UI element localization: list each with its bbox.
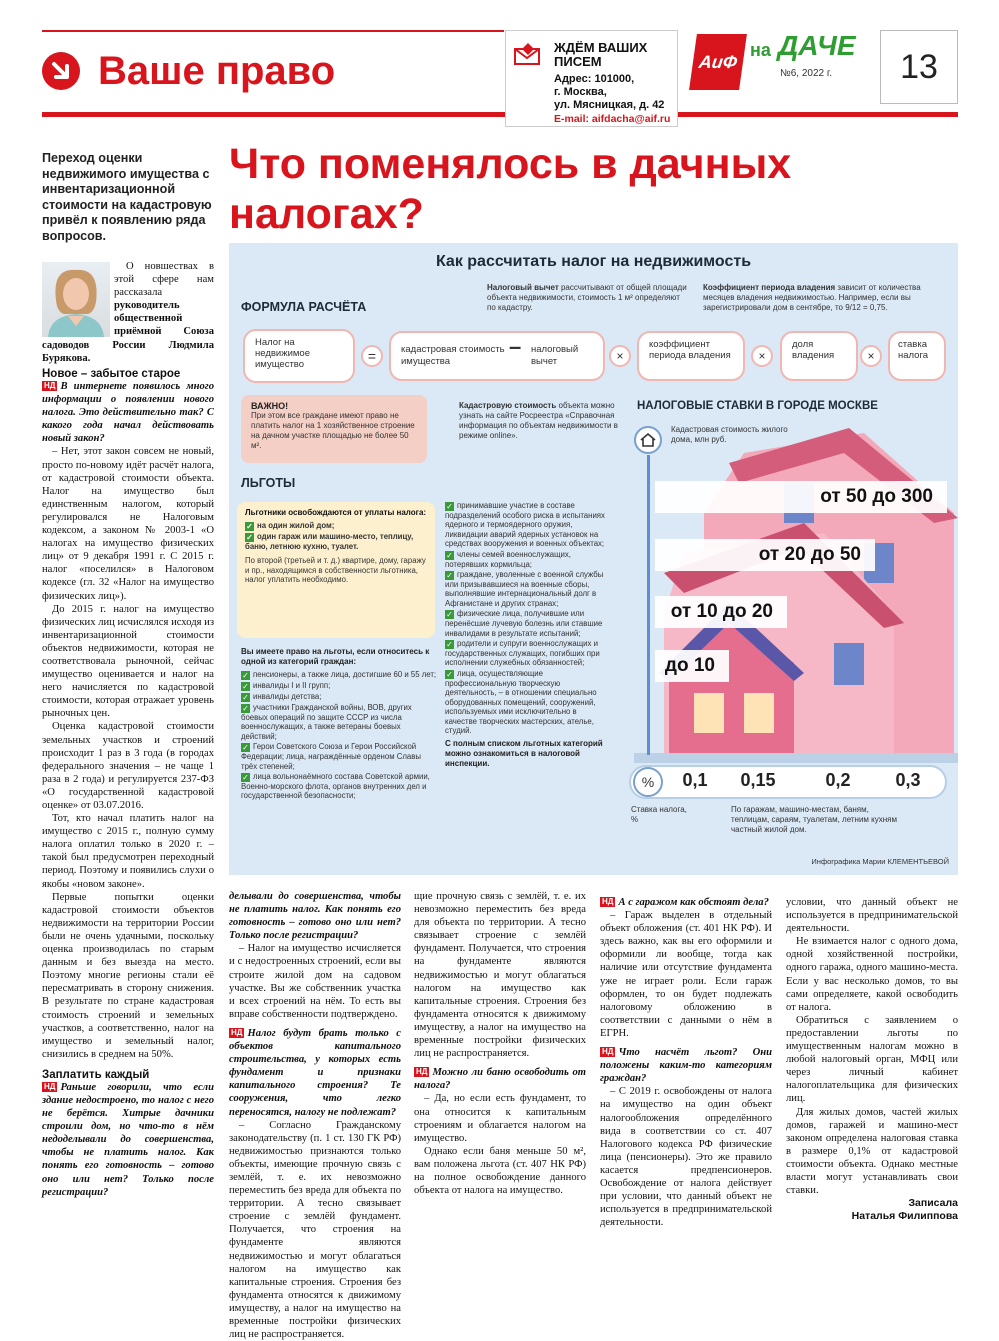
rate-band-1: от 50 до 300 [655, 481, 947, 513]
category-item: ✓ граждане, уволенные с военной службы или призывавшиеся на военные сборы, выполнявшие интернациональный долг в Афганистане и других странах; [445, 570, 604, 608]
answer-6: – С 2019 г. освобождены от налога на имущество на один объект налогообложения определённого вида в соответствии со ст. 407 Налогового кодекса РФ физические лица (пенсионеры). Это же правило касается предпенсионеров. Освобождение от налога действует при условии, что данный объект не используется в предпринимательской деятельности. [600, 1086, 772, 1229]
email[interactable]: E-mail: aifdacha@aif.ru [554, 113, 671, 125]
letters-title: ЖДЁМ ВАШИХ ПИСЕМ [554, 40, 648, 69]
nd-badge: НД [44, 381, 56, 390]
rate-value: 0,1 [671, 767, 719, 797]
formula-mult-2: × [751, 345, 773, 367]
answer-4: – Да, но если есть фундамент, то она относится к капитальным строениям и облагается налогом на имущество. [414, 1093, 586, 1144]
aif-logo [689, 34, 747, 90]
formula-tax: Налог на недвижимое имущество [243, 329, 355, 383]
subhead-new-old: Новое – забытое старое [42, 368, 181, 380]
address-line-3: ул. Мясницкая, д. 42 [554, 99, 665, 111]
header-bottom-rule [42, 112, 958, 117]
exempt-item-1: ✓ на один жилой дом; [246, 521, 335, 531]
percent-icon: % [633, 767, 663, 797]
formula-minus: – [509, 334, 522, 359]
question-2: НД Раньше говорили, что если здание недостроено, то налог с него не берётся. Хитрые дачники строили дом, но что-то в нём недоделывали до совершенства, чтобы не платить налог. Как понять его готовность – готово оно или нет? Только после регистрации? [42, 1081, 214, 1198]
exempt-box [237, 502, 435, 638]
answer-6b: Не взимается налог с одного дома, одной хозяйственной постройки, одного гаража, одного машино-места. Если у вас несколько домов, то вы сами определяете, какой освободить от налога. [786, 936, 958, 1013]
question-6: НД Что насчёт льгот? Они положены каким-то категориям граждан? [600, 1047, 772, 1085]
category-item: ✓ родители и супруги военнослужащих и государственных служащих, погибших при исполнении служебных обязанностей; [445, 639, 600, 668]
exempt-note: По второй (третьей и т. д.) квартире, дому, гаражу и пр., находящимся в собственности льготника, налог уплатить необходимо. [245, 556, 426, 585]
formula-share: доля владения [780, 331, 858, 381]
category-item: ✓ пенсионеры, а также лица, достигшие 60 и 55 лет; [242, 670, 437, 680]
full-list-note: С полным списком льготных категорий можно ознакомиться в налоговой инспекции. [445, 739, 603, 769]
intro-text-a: О новшествах в этой сфере нам рассказала [114, 261, 214, 299]
answer-1c: Оценка кадастровой стоимости земельных участков и строений происходит 1 раз в 3 года (в городах федерального значения – не чаще 1 раза в 2 года) и регулируется 237-ФЗ «О государственной кадастровой оценке» от 03.07.2016. [42, 721, 214, 811]
moscow-rates-title: НАЛОГОВЫЕ СТАВКИ В ГОРОДЕ МОСКВЕ [637, 400, 878, 412]
axis-label: Кадастровая стоимость жилого дома, млн руб. [671, 425, 788, 444]
issue-number: №6, 2022 г. [780, 68, 833, 79]
rate-value: 0,15 [729, 767, 787, 797]
question-3: НД Налог будут брать только с объектов капитального строительства, у которых есть фундамент и признаки капитального строения? Те сооружения, что легко переносятся, налогу не подлежат? [229, 1027, 401, 1118]
coef-note: Коэффициент периода владения зависит от количества месяцев владения недвижимостью. Например, если вы зарегистрировали дом в сентябре, то 9/12 = 0,75. [703, 283, 921, 312]
category-item: ✓ лица вольнонаёмного состава Советской армии, Военно-морского флота, органов внутренних дел и государственной безопасности; [241, 772, 430, 801]
formula-deduction: налоговый вычет [531, 344, 579, 367]
formula-mult-3: × [860, 345, 882, 367]
categories-left [241, 647, 437, 802]
category-item: ✓ Герои Советского Союза и Герои Российской Федерации; лица, награждённые орденом Славы трёх степеней; [241, 742, 421, 771]
formula-rate: ставка налога [888, 331, 946, 381]
formula-equals: = [361, 345, 383, 367]
page-number: 13 [900, 48, 938, 86]
lead-text: Переход оценки недвижимого имущества с инвентаризационной стоимости на кадастровую привёл к появлению ряда вопросов. [42, 151, 212, 243]
question-1: НД В интернете появилось много информации о появлении нового налога. Это действительно так? С какого года начал действовать новый закон? [42, 381, 214, 445]
answer-2: – Налог на имущество исчисляется и с недостроенных строений, если вы строите жилой дом на садовом участке. Вы же собственник участка и всех строений на нём. То есть вы вправе собственности подтверждено. [229, 943, 401, 1020]
question-2-cont: делывали до совершенства, чтобы не платить налог. Как понять его готовность – готово оно или нет? Только после регистрации? [229, 891, 401, 942]
categories-title: Вы имеете право на льготы, если относитесь к одной из категорий граждан: [241, 647, 430, 666]
infographic-credit: Инфографика Марии КЛЕМЕНТЬЕВОЙ [811, 857, 949, 866]
rate-band-2: от 20 до 50 [655, 539, 875, 571]
important-text: При этом все граждане имеют право не платить налог на 1 хозяйственное строение на дачном участке площадью не более 50 м². [251, 411, 415, 450]
section-title: Ваше право [98, 49, 336, 93]
question-4: НД Можно ли баню освободить от налога? [414, 1067, 586, 1092]
formula-label: ФОРМУЛА РАСЧЁТА [241, 300, 367, 314]
intro-text-b: руководитель общественной приёмной Союза садоводов России Людмила Бурякова. [42, 300, 214, 364]
article-column-5 [786, 896, 958, 1248]
category-item: ✓ участники Гражданской войны, ВОВ, других боевых операций по защите СССР из числа военнослужащих, а также ветераны боевых действий; [241, 703, 412, 741]
answer-6-cont: условии, что данный объект не используется в предпринимательской деятельности. [786, 897, 958, 935]
address-line-1: Адрес: 101000, [554, 73, 635, 85]
envelope-icon [514, 43, 542, 65]
section-arrow-icon [42, 52, 80, 90]
article-column-2 [229, 890, 401, 1341]
house-illustration [634, 423, 958, 763]
rates-label: Ставка налога, % [631, 805, 687, 824]
categories-right [445, 501, 609, 769]
category-item: ✓ принимавшие участие в составе подразделений особого риска в испытаниях ядерного и термоядерного оружия, ликвидации аварий ядерных установок на средствах вооружения и военных объектах; [445, 501, 605, 549]
aif-logo-text: АиФ [697, 52, 739, 72]
exempt-title: Льготники освобождаются от уплаты налога: [245, 508, 427, 517]
formula-cadastral: кадастровая стоимость имущества [401, 344, 505, 367]
article-column-3 [414, 890, 586, 1248]
benefits-title: ЛЬГОТЫ [241, 476, 296, 490]
deduction-note: Налоговый вычет рассчитывают от общей площади объекта недвижимости, стоимость 1 м² определяют по кадастру. [487, 283, 687, 312]
answer-3: – Согласно Гражданскому законодательству (п. 1 ст. 130 ГК РФ) недвижимостью признаются только объекты, имеющие прочную связь с землёй, т. е. их невозможно переместить без вреда для объекта по территории. А тесно связывает строение с землёй фундамент. Получается, что строения на фундаменте являются недвижимостью и могут облагаться налогом на имущество как капитальные строения. Строения без фундамента относятся к движимому имуществу, а налог на имущество на временные постройки физических лиц не распространяется. [229, 1119, 401, 1341]
cadastral-note: Кадастровую стоимость объекта можно узнать на сайте Росреестра «Справочная информация по объектам недвижимости в режиме online». [459, 401, 618, 440]
answer-5: – Гараж выделен в отдельный объект обложения (ст. 401 НК РФ). И здесь важно, как вы его оформили и оформили ли вообще, тогда как наличие или отсутствие фундамента уже не играет роли. Если гараж оформлен, то он будет подлежать налоговому обложению в соответствии с данными о нём в ЕГРН. [600, 910, 772, 1039]
important-box [241, 395, 427, 463]
signature-author: Наталья Филиппова [851, 1210, 958, 1223]
important-title: ВАЖНО! [251, 401, 289, 411]
answer-1b: До 2015 г. налог на имущество физических лиц исчислялся исходя из инвентаризационной стоимости объектов недвижимости, которая не соответствовала рыночной, сейчас имущество оценивается и налог на него начисляется по кадастровой стоимости, которая отражает уровень рыночных цен. [42, 603, 214, 720]
answer-1: – Нет, этот закон совсем не новый, просто по-новому идёт расчёт налога, от кадастровой стоимости объекта. Налог на имущество был единственным налогом, который регулировался не Налоговым кодексом, а законом № 2003-1 «О налогах на имущество физических лиц» от 9 декабря 1991 г. С 2015 г. налог «поселился» в Налоговом кодексе (гл. 32 «Налог на имущество физических лиц»). [42, 446, 214, 602]
category-item: ✓ члены семей военнослужащих, потерявших кормильца; [445, 549, 571, 569]
rate-band-4: до 10 [655, 650, 729, 682]
question-5: НД А с гаражом как обстоят дела? [602, 897, 769, 908]
category-item: ✓ лица, осуществляющие профессиональную творческую деятельность, – в отношении специально оборудованных помещений, сооружений, используемых ими исключительно в качестве творческих мастерских, ателье, студий. [445, 668, 597, 735]
infographic-title: Как рассчитать налог на недвижимость [435, 253, 752, 270]
subhead-pay-all: Заплатить каждый [42, 1068, 150, 1081]
category-item: ✓ физические лица, получившие или перенёсшие лучевую болезнь или ставшие инвалидами в результате испытаний; [445, 609, 603, 638]
logo-dache: ДАЧЕ [778, 30, 856, 61]
axis-house-icon [634, 426, 662, 454]
header-top-rule [42, 30, 504, 32]
rate-value: 0,3 [879, 767, 937, 797]
answer-4b: Однако если баня меньше 50 м², вам положена льгота (ст. 407 НК РФ) на полное освобождение данного объекта от налога на имущество. [414, 1145, 586, 1197]
address-line-2: г. Москва, [554, 86, 607, 98]
headline: Что поменялось в дачных налогах? [229, 140, 792, 238]
signature-label: Записала [908, 1197, 958, 1210]
formula-coef: коэффициент периода владения [637, 331, 745, 381]
article-column-4 [600, 896, 772, 1248]
logo-na: на [750, 40, 771, 60]
answer-6d: Для жилых домов, частей жилых домов, гаражей и машино-мест законом определена налоговая ставка в размере 0,1% от кадастровой стоимости объекта. Однако местные власти могут устанавливать свои ставки. [786, 1106, 958, 1197]
answer-1e: Первые попытки оценки кадастровой стоимости объектов недвижимости на территории России были не очень удачными, поскольку оценка производилась по старым данным и без выезда на место. Поэтому многие регионы стали её пересматривать в сторону снижения. В результате по стране кадастровая стоимость строений и земельных участков, а соответственно, налог на имущество и земельный налог, снизились в среднем на 50%. [42, 891, 214, 1060]
garage-note: По гаражам, машино-местам, баням, теплицам, сараям, туалетам, летним кухням частный жилой дом. [731, 805, 897, 834]
axis-line [647, 455, 650, 755]
category-item: ✓ инвалиды I и II групп; [242, 681, 331, 691]
rate-band-3: от 10 до 20 [655, 596, 787, 628]
answer-1d: Тот, кто начал платить налог на имущество с 2015 г., полную сумму налога оплатил только в 2020 г. – такой был предусмотрен переходный период. Поэтому и появились слухи о якобы «новом законе». [42, 813, 214, 890]
formula-bracket-group [389, 331, 605, 381]
letters-box [505, 30, 678, 127]
answer-3-cont: щие прочную связь с землёй, т. е. их невозможно переместить без вреда для объекта по территории. А тесно связывает строение с землёй фундамент. Получается, что строения на фундаменте являются недвижимостью и могут облагаться налогом на имущество как капитальные строения. Строения без фундамента относятся к движимому имуществу, а налог на имущество на временные постройки физических лиц не распространяется. [414, 891, 586, 1060]
exempt-item-2: ✓ один гараж или машино-место, теплицу, баню, летнюю кухню, туалет. [245, 532, 414, 551]
rate-value: 0,2 [809, 767, 867, 797]
category-item: ✓ инвалиды детства; [242, 692, 322, 702]
intro-paragraph [42, 260, 214, 364]
answer-6c: Обратиться с заявлением о предоставлении льготы по имущественным налогам можно в любой налоговый орган, МФЦ или через личный кабинет налогоплательщика для физических лиц. [786, 1014, 958, 1105]
formula-mult-1: × [609, 345, 631, 367]
article-column-1 [42, 364, 214, 1248]
page-number-box [880, 30, 958, 104]
infographic [229, 243, 958, 875]
